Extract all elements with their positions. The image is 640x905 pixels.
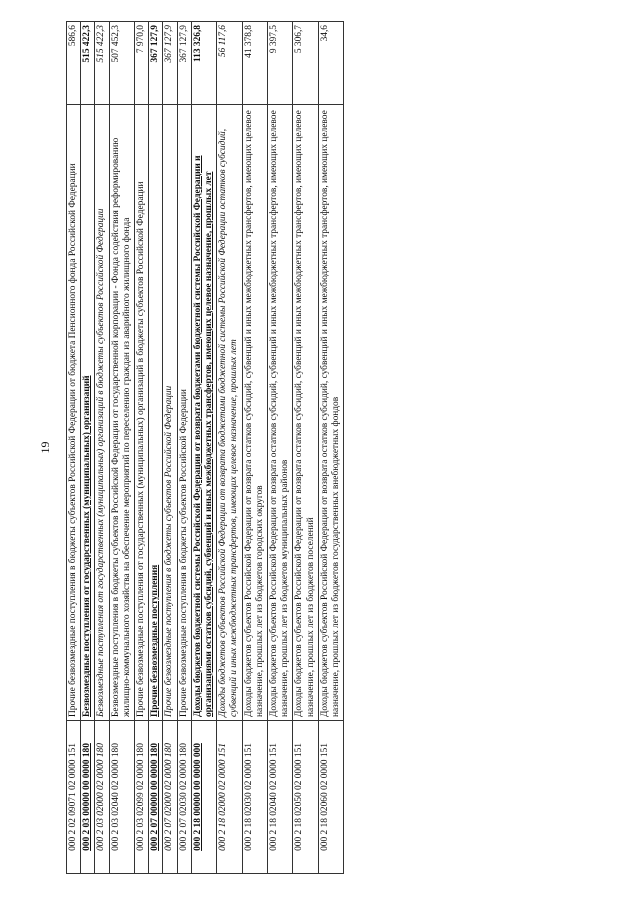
classification-code-cell: 000 2 03 02099 02 0000 180 [135, 721, 149, 874]
income-description-cell: Доходы бюджетов субъектов Российской Федерации от возврата остатков субсидий, субвенций и иных межбюджетных трансфертов, имеющих целевое назначение, прошлых лет из бюджетов поселений [293, 105, 318, 721]
classification-code-cell: 000 2 18 00000 00 0000 000 [191, 721, 216, 874]
amount-cell: 367 127,9 [149, 22, 163, 105]
income-description-cell: Доходы бюджетов субъектов Российской Федерации от возврата бюджетами бюджетной системы Российской Федерации остатков субсидий, субвенций и иных межбюджетных трансфертов, имеющих целевое назначение, прошлых лет [217, 105, 242, 721]
classification-code-cell: 000 2 03 02040 02 0000 180 [109, 721, 134, 874]
table-row [242, 22, 267, 874]
classification-code-cell: 000 2 18 02060 02 0000 151 [318, 721, 343, 874]
income-description-cell: Прочие безвозмездные поступления в бюджеты субъектов Российской Федерации от бюджета Пенсионного фонда Российской Федерации [67, 105, 81, 721]
classification-code-cell: 000 2 03 00000 00 0000 180 [81, 721, 95, 874]
income-description-cell: Безвозмездные поступления в бюджеты субъектов Российской Федерации от государственной корпорации - Фонда содействия реформированию жилищно-коммунального хозяйства на обеспечение мероприятий по переселению граждан из аварийного жилищного фонда [109, 105, 134, 721]
table-row [318, 22, 343, 874]
classification-code-cell: 000 2 07 02000 02 0000 180 [163, 721, 177, 874]
classification-code-cell: 000 2 02 09071 02 0000 151 [67, 721, 81, 874]
amount-cell: 7 970,0 [135, 22, 149, 105]
page-number: 19 [38, 441, 52, 454]
table-row [217, 22, 242, 874]
income-description-cell: Безвозмездные поступления от государственных (муниципальных) организаций [81, 105, 95, 721]
table-row [191, 22, 216, 874]
amount-cell: 367 127,9 [163, 22, 177, 105]
classification-code-cell: 000 2 07 02030 02 0000 180 [177, 721, 191, 874]
classification-code-cell: 000 2 07 00000 00 0000 180 [149, 721, 163, 874]
rotated-page [34, 21, 594, 874]
budget-table-body [67, 22, 344, 874]
income-description-cell: Прочие безвозмездные поступления в бюджеты субъектов Российской Федерации [163, 105, 177, 721]
table-row [135, 22, 149, 874]
table-row [268, 22, 293, 874]
amount-cell: 507 452,3 [109, 22, 134, 105]
income-description-cell: Прочие безвозмездные поступления от государственных (муниципальных) организаций в бюджеты субъектов Российской Федерации [135, 105, 149, 721]
amount-cell: 41 378,8 [242, 22, 267, 105]
table-row [163, 22, 177, 874]
table-row [149, 22, 163, 874]
classification-code-cell: 000 2 18 02040 02 0000 151 [268, 721, 293, 874]
table-row [109, 22, 134, 874]
classification-code-cell: 000 2 18 02000 02 0000 151 [217, 721, 242, 874]
budget-table [66, 21, 344, 874]
amount-cell: 9 397,5 [268, 22, 293, 105]
classification-code-cell: 000 2 18 02030 02 0000 151 [242, 721, 267, 874]
income-description-cell: Доходы бюджетов субъектов Российской Федерации от возврата остатков субсидий, субвенций и иных межбюджетных трансфертов, имеющих целевое назначение, прошлых лет из бюджетов муниципальных районов [268, 105, 293, 721]
amount-cell: 367 127,9 [177, 22, 191, 105]
income-description-cell: Безвозмездные поступления от государственных (муниципальных) организаций в бюджеты субъектов Российской Федерации [95, 105, 109, 721]
table-row [81, 22, 95, 874]
table-row [293, 22, 318, 874]
income-description-cell: Доходы бюджетов субъектов Российской Федерации от возврата остатков субсидий, субвенций и иных межбюджетных трансфертов, имеющих целевое назначение, прошлых лет из бюджетов городских округов [242, 105, 267, 721]
amount-cell: 586,6 [67, 22, 81, 105]
classification-code-cell: 000 2 03 02000 02 0000 180 [95, 721, 109, 874]
amount-cell: 56 117,6 [217, 22, 242, 105]
income-description-cell: Доходы бюджетов бюджетной системы Российской Федерации от возврата бюджетами бюджетной системы Российской Федерации и организациями остатков субсидий, субвенций и иных межбюджетных трансфертов, имеющих целевое назначение, прошлых лет [191, 105, 216, 721]
table-row [67, 22, 81, 874]
income-description-cell: Прочие безвозмездные поступления [149, 105, 163, 721]
table-row [95, 22, 109, 874]
income-description-cell: Прочие безвозмездные поступления в бюджеты субъектов Российской Федерации [177, 105, 191, 721]
table-row [177, 22, 191, 874]
classification-code-cell: 000 2 18 02050 02 0000 151 [293, 721, 318, 874]
amount-cell: 515 422,3 [95, 22, 109, 105]
amount-cell: 113 326,8 [191, 22, 216, 105]
amount-cell: 34,6 [318, 22, 343, 105]
amount-cell: 5 306,7 [293, 22, 318, 105]
amount-cell: 515 422,3 [81, 22, 95, 105]
income-description-cell: Доходы бюджетов субъектов Российской Федерации от возврата остатков субсидий, субвенций и иных межбюджетных трансфертов, имеющих целевое назначение, прошлых лет из бюджетов государственных внебюджетных фондов [318, 105, 343, 721]
